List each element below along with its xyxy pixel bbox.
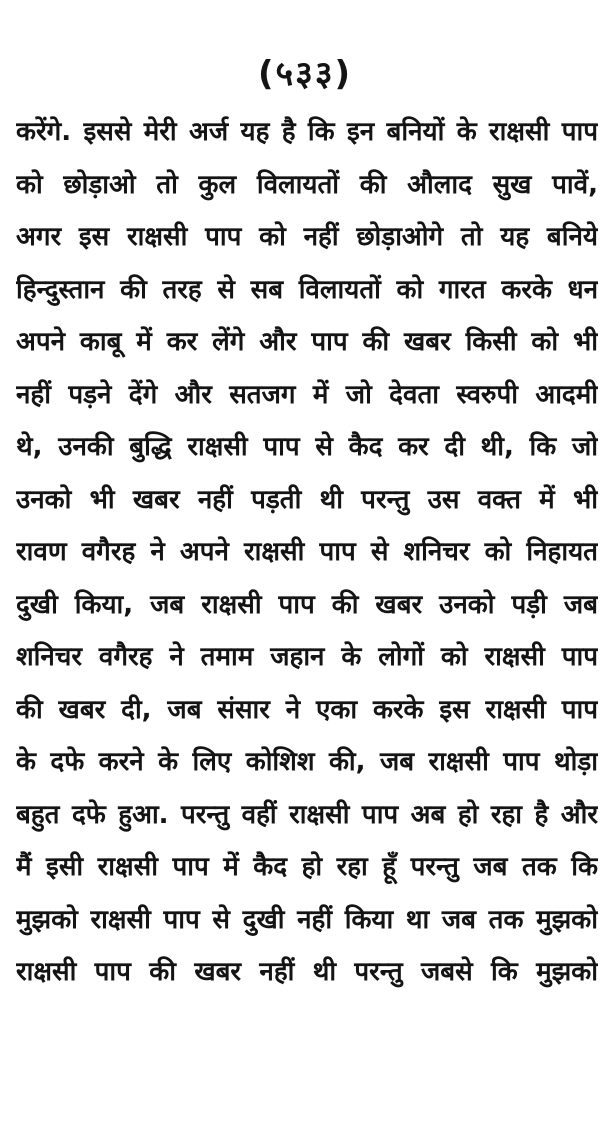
text-line: अपने काबू में कर लेंगे और पाप की खबर किसी को भी [16,327,598,357]
text-line: उनको भी खबर नहीं पड़ती थी परन्तु उस वक्त में भी [16,484,598,515]
text-line: को छोड़ाओ तो कुल विलायतों की औलाद सुख पावें, [16,169,598,200]
page-number: (५३३) [257,54,353,94]
text-line: नहीं पड़ने देंगे और सतजग में जो देवता स्वरुपी आदमी [16,379,598,410]
text-line: करेंगे. इससे मेरी अर्ज यह है कि इन बनियों के राक्षसी पाप [16,117,598,147]
text-line: के दफे करने के लिए कोशिश की, जब राक्षसी पाप थोड़ा [16,747,598,777]
text-line: दुखी किया, जब राक्षसी पाप की खबर उनको पड़ी जब [16,589,598,620]
text-line: थे, उनकी बुद्धि राक्षसी पाप से कैद कर दी थी, कि जो [16,432,598,462]
text-line: अगर इस राक्षसी पाप को नहीं छोड़ाओगे तो यह बनिये [16,222,598,252]
text-line: मैं इसी राक्षसी पाप में कैद हो रहा हूँ परन्तु जब तक कि [16,852,598,882]
text-line: शनिचर वगैरह ने तमाम जहान के लोगों को राक्षसी पाप [16,642,598,672]
body-text [16,106,598,999]
text-line: की खबर दी, जब संसार ने एका करके इस राक्षसी पाप [16,694,598,725]
text-line: हिन्दुस्तान की तरह से सब विलायतों को गारत करके धन [16,274,598,305]
text-line: मुझको राक्षसी पाप से दुखी नहीं किया था जब तक मुझको [16,904,598,935]
text-line: बहुत दफे हुआ. परन्तु वहीं राक्षसी पाप अब हो रहा है और [16,799,598,830]
text-line: रावण वगैरह ने अपने राक्षसी पाप से शनिचर को निहायत [16,537,598,567]
text-line: राक्षसी पाप की खबर नहीं थी परन्तु जबसे कि मुझको [16,957,598,987]
